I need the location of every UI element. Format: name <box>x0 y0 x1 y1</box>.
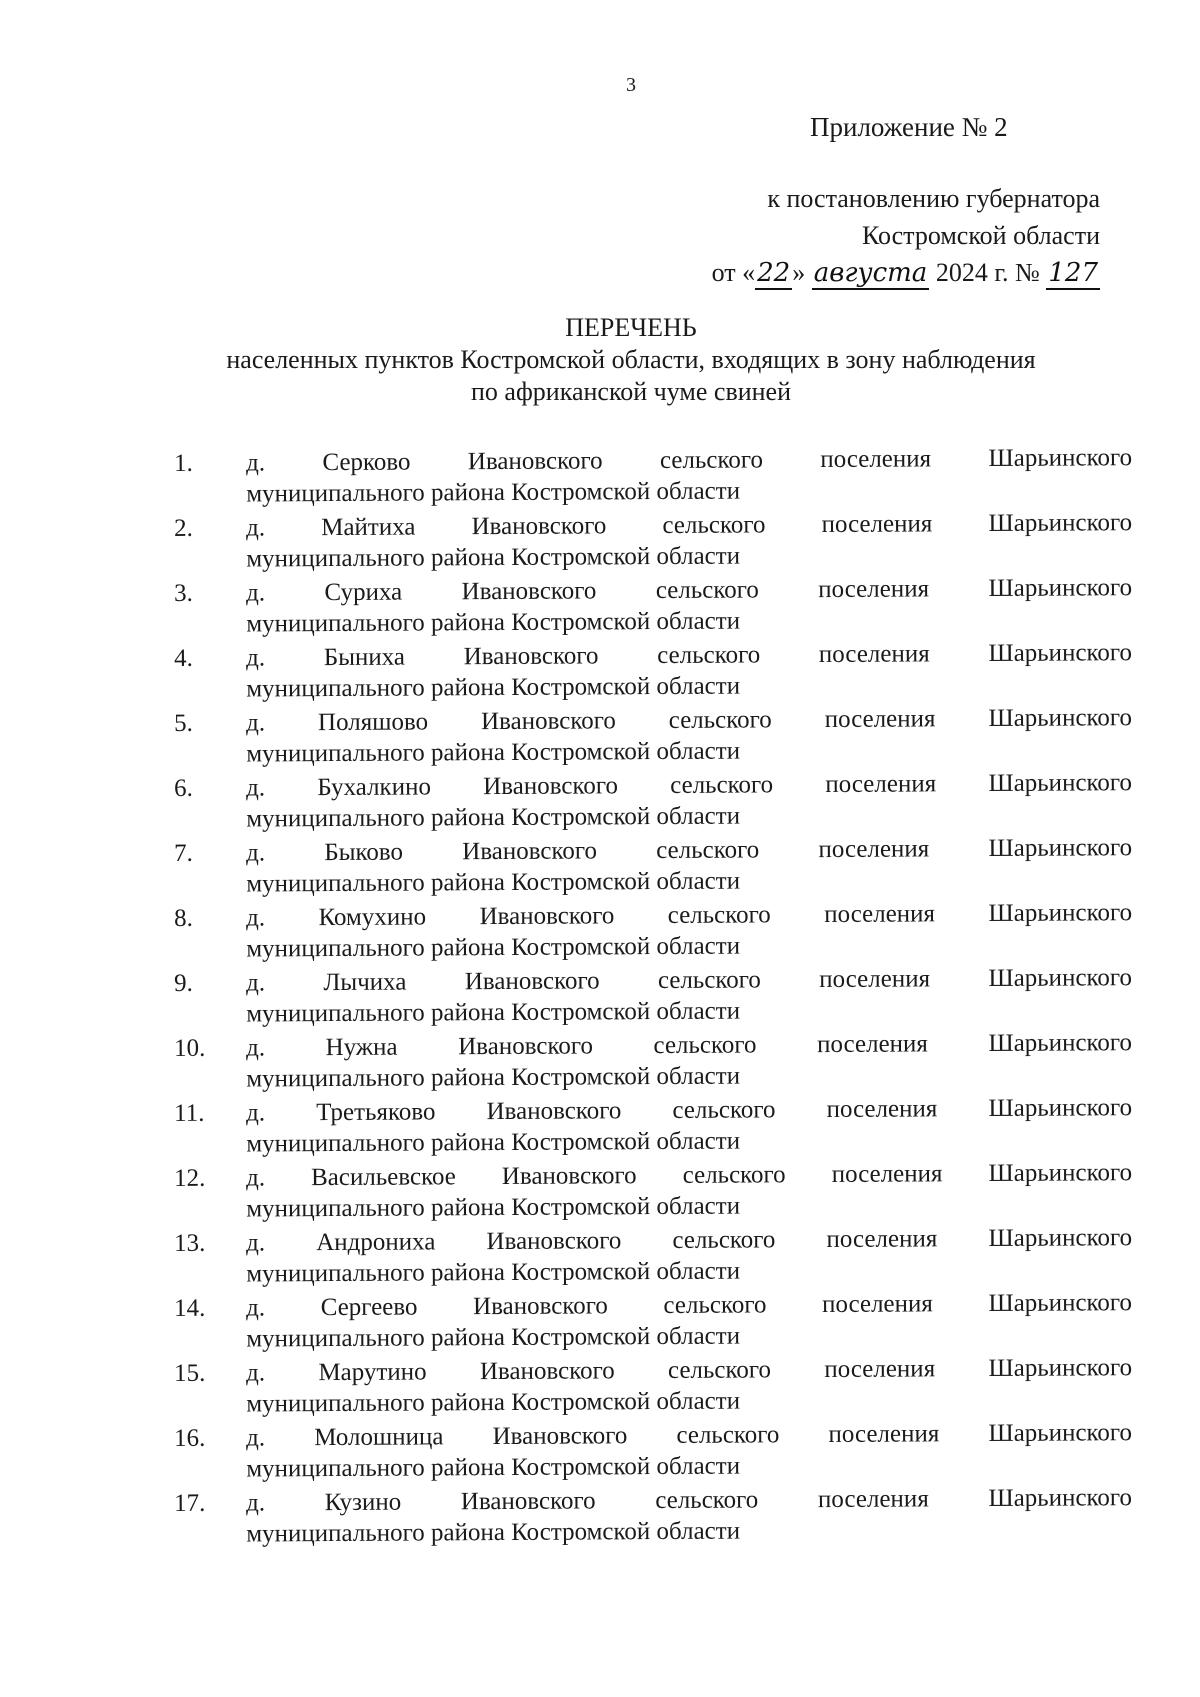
list-item-number: 1. <box>174 449 193 477</box>
word: сельского <box>655 1486 759 1515</box>
decree-day-close: » <box>792 258 806 287</box>
word: д. <box>246 1099 266 1127</box>
word: Ивановского <box>462 837 598 866</box>
list-item-line-2: муниципального района Костромской области <box>246 867 741 898</box>
word: Шарьинского <box>988 1159 1133 1188</box>
decree-date-line <box>712 254 1100 292</box>
list-item-line-1 <box>246 1287 1132 1323</box>
list-item-line-1 <box>246 637 1132 673</box>
word: Шарьинского <box>988 1419 1133 1448</box>
word: Шарьинского <box>988 899 1133 928</box>
word: Шарьинского <box>988 834 1133 863</box>
title-line-2: по африканской чуме свиней <box>471 377 791 406</box>
list-item <box>174 702 1132 773</box>
word: Васильевское <box>311 1163 456 1192</box>
list-item-line-2: муниципального района Костромской области <box>246 542 741 573</box>
list-item <box>174 1027 1132 1098</box>
word: Шарьинского <box>988 639 1133 668</box>
word: поселения <box>826 1095 938 1124</box>
word: сельского <box>667 1356 772 1384</box>
word: сельского <box>662 511 766 540</box>
word: Ивановского <box>463 642 599 671</box>
list-item-number: 17. <box>174 1489 206 1517</box>
list-item-number: 16. <box>174 1424 206 1452</box>
word: сельского <box>672 1096 776 1124</box>
word: Кузино <box>324 1488 402 1517</box>
word: Андрониха <box>316 1228 436 1257</box>
list-item-line-2: муниципального района Костромской области <box>246 802 741 833</box>
list-item-line-2: муниципального района Костромской области <box>246 1062 741 1093</box>
word: д. <box>246 1034 266 1062</box>
list-item-line-1 <box>246 702 1132 738</box>
decree-reference <box>712 180 1100 292</box>
word: Шарьинского <box>988 1224 1133 1253</box>
decree-month-handwritten: августа <box>813 258 928 288</box>
word: д. <box>246 449 266 477</box>
word: поселения <box>820 445 932 474</box>
list-item <box>174 767 1132 838</box>
list-item <box>174 1482 1132 1553</box>
list-item-line-2: муниципального района Костромской области <box>246 1127 741 1158</box>
list-item-line-2: муниципального района Костромской области <box>246 997 741 1028</box>
list-item <box>174 637 1132 708</box>
word: Третьяково <box>316 1098 436 1127</box>
list-item-line-2: муниципального района Костромской области <box>246 1452 741 1483</box>
list-item-line-1 <box>246 507 1132 543</box>
word: д. <box>246 1229 266 1257</box>
word: поселения <box>821 1290 933 1319</box>
word: Ивановского <box>501 1162 637 1190</box>
word: сельского <box>670 771 774 799</box>
word: Ивановского <box>486 1227 622 1256</box>
word: Шарьинского <box>988 1094 1133 1123</box>
list-item-text <box>246 832 1132 902</box>
document-title <box>0 312 1200 408</box>
list-item-line-1 <box>246 767 1132 803</box>
word: Шарьинского <box>988 574 1133 603</box>
word: поселения <box>831 1160 943 1188</box>
word: сельского <box>655 576 759 605</box>
list-item-number: 10. <box>174 1034 206 1062</box>
list-item-line-1 <box>246 1092 1132 1128</box>
word: сельского <box>657 641 761 670</box>
word: Ивановского <box>479 902 615 931</box>
list-item-text <box>246 1222 1132 1292</box>
list-item-line-1 <box>246 832 1132 868</box>
list-item-line-1 <box>246 1027 1132 1063</box>
word: Ивановского <box>483 772 618 801</box>
word: поселения <box>828 1420 940 1449</box>
list-item-line-2: муниципального района Костромской области <box>246 1192 741 1223</box>
list-item-number: 9. <box>174 969 193 997</box>
word: д. <box>246 774 266 802</box>
list-item-text <box>246 1287 1132 1357</box>
list-item-line-2: муниципального района Костромской области <box>246 1322 741 1353</box>
word: Шарьинского <box>988 1289 1133 1318</box>
title-heading: ПЕРЕЧЕНЬ <box>565 313 697 342</box>
word: Ивановского <box>464 967 600 996</box>
word: поселения <box>818 835 930 864</box>
decree-number-handwritten: 127 <box>1048 258 1098 288</box>
list-item-line-2: муниципального района Костромской области <box>246 932 741 963</box>
list-item-line-1 <box>246 1417 1132 1453</box>
word: Поляшово <box>317 708 429 737</box>
list-item <box>174 1222 1132 1293</box>
word: Сергеево <box>320 1293 418 1322</box>
decree-year: 2024 г. № <box>935 258 1040 287</box>
list-item-text <box>246 897 1132 967</box>
list-item-text <box>246 1482 1132 1552</box>
word: д. <box>246 579 266 607</box>
word: д. <box>246 1489 266 1517</box>
list-item-number: 13. <box>174 1229 206 1257</box>
list-item-text <box>246 1027 1132 1097</box>
word: д. <box>246 1164 266 1192</box>
page-number: 3 <box>626 74 636 96</box>
word: поселения <box>824 1355 936 1384</box>
list-item-text <box>246 572 1132 642</box>
list-item-number: 4. <box>174 644 193 672</box>
title-line-1: населенных пунктов Костромской области, входящих в зону наблюдения <box>226 345 1036 374</box>
word: Комухино <box>318 903 427 932</box>
list-item-text <box>246 1157 1132 1227</box>
word: Шарьинского <box>988 1484 1133 1513</box>
word: Серково <box>322 448 411 477</box>
word: д. <box>246 1359 266 1387</box>
list-item-number: 8. <box>174 904 193 932</box>
settlement-list <box>174 444 1133 1553</box>
list-item-number: 12. <box>174 1164 206 1192</box>
list-item-line-1 <box>246 442 1132 478</box>
list-item-line-1 <box>246 1482 1132 1518</box>
word: Молошница <box>314 1423 444 1452</box>
list-item-text <box>246 1417 1132 1487</box>
decree-from-prefix: от « <box>711 258 756 287</box>
word: д. <box>246 969 266 997</box>
word: Ивановского <box>461 577 597 606</box>
list-item-text <box>246 1092 1132 1162</box>
word: Шарьинского <box>988 769 1133 798</box>
word: Ивановского <box>479 1357 615 1386</box>
word: Шарьинского <box>988 1029 1133 1058</box>
list-item-text <box>246 442 1132 512</box>
word: д. <box>246 1424 266 1452</box>
list-item-number: 11. <box>174 1099 205 1127</box>
word: поселения <box>821 510 933 539</box>
list-item <box>174 1352 1132 1423</box>
word: Ивановского <box>471 512 607 541</box>
word: сельского <box>663 1291 767 1320</box>
word: Шарьинского <box>988 704 1133 733</box>
word: Марутино <box>318 1358 427 1387</box>
list-item-number: 7. <box>174 839 193 867</box>
list-item-text <box>246 1352 1132 1422</box>
word: поселения <box>817 1485 929 1514</box>
list-item-number: 15. <box>174 1359 206 1387</box>
word: сельского <box>672 1226 776 1254</box>
list-item-line-2: муниципального района Костромской области <box>246 1257 741 1288</box>
word: сельского <box>656 836 760 865</box>
list-item-number: 6. <box>174 774 193 802</box>
word: сельского <box>668 706 772 734</box>
word: Ивановского <box>480 707 616 736</box>
list-item <box>174 507 1132 578</box>
word: поселения <box>826 1225 938 1254</box>
word: Майтиха <box>321 513 416 542</box>
list-item <box>174 1287 1132 1358</box>
list-item-line-1 <box>246 1157 1132 1193</box>
list-item-line-2: муниципального района Костромской области <box>246 477 741 508</box>
word: д. <box>246 709 266 737</box>
list-item-line-2: муниципального района Костромской области <box>246 1387 741 1418</box>
list-item <box>174 832 1132 903</box>
list-item <box>174 1092 1132 1163</box>
word: Шарьинского <box>988 444 1133 473</box>
decree-line-2: Костромской области <box>861 221 1100 250</box>
list-item <box>174 1417 1132 1488</box>
word: Ивановского <box>467 447 603 476</box>
word: Ивановского <box>473 1292 608 1321</box>
word: Шарьинского <box>988 509 1133 538</box>
decree-line-1: к постановлению губернатора <box>767 184 1100 213</box>
word: д. <box>246 514 266 542</box>
list-item-line-1 <box>246 572 1132 608</box>
word: д. <box>246 1294 266 1322</box>
word: поселения <box>818 575 930 604</box>
word: сельского <box>653 1031 757 1060</box>
word: Быниха <box>323 643 406 672</box>
word: поселения <box>824 705 936 734</box>
word: поселения <box>818 640 930 669</box>
word: Лычиха <box>323 968 407 997</box>
word: Бухалкино <box>317 773 432 802</box>
list-item-number: 14. <box>174 1294 206 1322</box>
word: Ивановского <box>492 1422 628 1451</box>
word: сельского <box>667 901 771 929</box>
list-item-line-2: муниципального района Костромской области <box>246 607 741 638</box>
list-item-text <box>246 767 1132 837</box>
word: Суриха <box>324 578 403 607</box>
word: сельского <box>659 446 764 475</box>
word: Шарьинского <box>988 964 1133 993</box>
list-item <box>174 897 1132 968</box>
word: Ивановского <box>486 1097 622 1126</box>
list-item-line-1 <box>246 962 1132 998</box>
word: д. <box>246 904 266 932</box>
list-item-line-2: муниципального района Костромской области <box>246 672 741 703</box>
word: д. <box>246 839 266 867</box>
list-item-text <box>246 962 1132 1032</box>
word: Ивановского <box>458 1032 594 1061</box>
word: сельского <box>682 1161 786 1189</box>
list-item-line-2: муниципального района Костромской области <box>246 737 741 768</box>
list-item <box>174 1157 1132 1228</box>
word: Ивановского <box>460 1487 596 1516</box>
appendix-label: Приложение № 2 <box>810 112 1008 142</box>
word: Быково <box>324 838 404 867</box>
word: Нужна <box>325 1033 398 1062</box>
list-item-number: 2. <box>174 514 193 542</box>
word: поселения <box>825 770 937 799</box>
list-item <box>174 442 1132 513</box>
list-item-text <box>246 702 1132 772</box>
list-item-text <box>246 507 1132 577</box>
word: поселения <box>816 1030 928 1059</box>
list-item <box>174 572 1132 643</box>
list-item-number: 5. <box>174 709 193 737</box>
word: поселения <box>824 900 936 929</box>
word: Шарьинского <box>988 1354 1133 1383</box>
word: сельского <box>657 966 761 995</box>
list-item-line-2: муниципального района Костромской области <box>246 1517 741 1548</box>
list-item <box>174 962 1132 1033</box>
list-item-text <box>246 637 1132 707</box>
word: поселения <box>819 965 931 994</box>
word: сельского <box>676 1421 780 1449</box>
decree-day-handwritten: 22 <box>757 258 791 288</box>
list-item-line-1 <box>246 1222 1132 1258</box>
list-item-line-1 <box>246 1352 1132 1388</box>
list-item-line-1 <box>246 897 1132 933</box>
word: д. <box>246 644 266 672</box>
list-item-number: 3. <box>174 579 193 607</box>
